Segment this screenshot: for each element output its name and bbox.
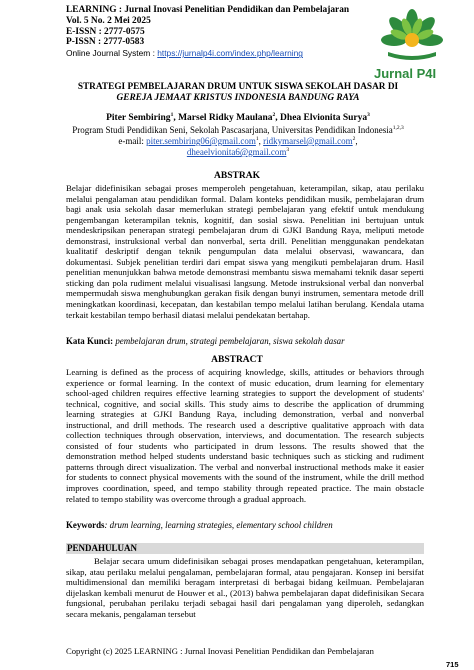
journal-header: [66, 5, 406, 59]
email-label: e-mail:: [118, 136, 147, 146]
online-system-label: Online Journal System :: [66, 48, 158, 59]
pissn: P-ISSN : 2777-0583: [66, 37, 145, 48]
kata-kunci-label: Kata Kunci:: [66, 336, 114, 346]
keywords-label: Keywords: [66, 520, 105, 530]
title-line-2: GEREJA JEMAAT KRISTUS INDONESIA BANDUNG RAYA: [116, 93, 360, 103]
email-line-2: [40, 147, 436, 158]
affiliation-block: [40, 125, 436, 158]
author-3: , Dhea Elvionita Surya: [275, 113, 368, 123]
kata-kunci: [66, 336, 424, 346]
abstrak-heading: ABSTRAK: [214, 171, 260, 181]
abstract-text: Learning is defined as the process of acquiring knowledge, skills, attitudes or behaviors through experience or formal learning. In the context of music education, drum learning for elementary school-aged children requires effective learning strategies to support the development of students' technical, cognitive, and social skills. This study aims to describe the application of drumming learning strategies at GJKI Bandung Raya, including demonstration, verbal and nonverbal instructional, and drill methods. The research used a descriptive qualitative approach with data collection techniques through observation, interviews, and documentation. The research subjects consisted of four students who participated in drum lessons. The results showed that the demonstration method helped students understand basic techniques such as sticking and rudiment patterns through direct visualization. The verbal and nonverbal instructional methods make it easier for students to connect physical movements with the sound of the instrument, while the drill method improves coordination, speed, and tempo stability through repeated practice. The main obstacle related to tempo stability was overcome through a gradual approach.: [66, 367, 424, 504]
email-link-2[interactable]: ridkymarsel@gmail.com: [263, 136, 353, 146]
journal-url-link[interactable]: https://jurnalp4i.com/index.php/learning: [157, 48, 303, 59]
email-line-1: e-mail: piter.sembiring06@gmail.com$^1$, ridkymarsel@gmail.com$^2$,: [118, 136, 358, 146]
email-link-3[interactable]: dheaelvionita6@gmail.com: [186, 147, 287, 157]
abstrak-text: Belajar didefinisikan sebagai proses memperoleh pengetahuan, keterampilan, sikap, atau perilaku melalui pengalaman atau pendidikan formal. Dalam konteks pendidikan musik, pembelajaran drum bagi anak usia sekolah dasar memerlukan strategi pembelajaran yang efektif untuk mendukung pengembangan keterampilan teknis, kognitif, dan sosial siswa. Penelitian ini bertujuan untuk mendeskripsikan penerapan strategi pembelajaran drum di GJKI Bandung Raya, meliputi metode demonstrasi, instruksional verbal dan nonverbal, serta drill. Penelitian menggunakan pendekatan kualitatif deskriptif dengan teknik pengumpulan data melalui observasi, wawancara, dan dokumentasi. Subjek penelitian terdiri dari empat siswa yang mengikuti pembelajaran drum. Hasil penelitian menunjukkan bahwa metode demonstrasi membantu siswa memahami teknik dasar seperti sticking dan pola rudiment melalui visualisasi langsung. Metode instruksional verbal dan nonverbal mempermudah siswa menghubungkan gerakan fisik dengan bunyi instrumen, sementara metode drill meningkatkan koordinasi, kecepatan, dan kestabilan tempo melalui latihan berulang. Kendala utama terkait kestabilan tempo berhasil diatasi melalui pendekatan bertahap.: [66, 183, 424, 320]
keywords: [66, 520, 424, 530]
author-1-sup: 1: [170, 111, 174, 118]
pendahuluan-heading: PENDAHULUAN: [67, 543, 138, 553]
affiliation-sup: 1,2,3: [392, 125, 404, 131]
email-sup-1: 1: [255, 136, 259, 142]
paper-title: [60, 82, 416, 104]
affiliation-text: Program Studi Pendidikan Seni, Sekolah Pascasarjana, Universitas Pendidikan Indonesia: [72, 125, 393, 135]
author-1: Piter Sembiring: [106, 113, 171, 123]
journal-name: LEARNING : Jurnal Inovasi Penelitian Pendidikan dan Pembelajaran: [66, 5, 350, 15]
author-list: [60, 113, 416, 123]
page-number: 715: [446, 660, 459, 669]
affiliation: [40, 125, 436, 136]
kata-kunci-text: pembelajaran drum, strategi pembelajaran, siswa sekolah dasar: [113, 336, 345, 346]
pendahuluan-heading-bar: [66, 543, 424, 554]
volume-info: Vol. 5 No. 2 Mei 2025: [66, 15, 151, 26]
keywords-text: : drum learning, learning strategies, elementary school children: [104, 520, 333, 530]
copyright-footer: Copyright (c) 2025 LEARNING : Jurnal Inovasi Penelitian Pendidikan dan Pembelajaran: [66, 646, 374, 656]
abstract-heading: ABSTRACT: [211, 355, 263, 365]
email-sup-3: 3: [286, 147, 290, 153]
author-3-sup: 3: [367, 111, 370, 118]
email-sup-2: 2: [352, 136, 356, 142]
logo-text: Jurnal P4I: [374, 66, 437, 81]
email-link-1[interactable]: piter.sembiring06@gmail.com: [146, 136, 256, 146]
online-system-line: [66, 48, 406, 59]
title-line-1: STRATEGI PEMBELAJARAN DRUM UNTUK SISWA SEKOLAH DASAR DI: [77, 82, 399, 92]
pendahuluan-text: Belajar secara umum didefinisikan sebagai proses mendapatkan pengetahuan, keterampilan, sikap, atau perilaku melalui pengalaman, pembelajaran formal, atau pengajaran. Konsep ini bersifat multidimensional dan memiliki beragam interpretasi di berbagai bidang keilmuan. Pembelajaran dijelaskan kembali menurut de Houwer et al., (2013) bahwa pembelajaran dapat didefinisikan Secara fungsional, perubahan perilaku terjadi sebagai hasil dari pengalaman yang diperoleh, sedangkan secara mekanis, pengalaman tersebut: [66, 556, 424, 619]
author-2-sup: 2: [272, 111, 276, 118]
eissn: E-ISSN : 2777-0575: [66, 26, 145, 37]
author-2: , Marsel Ridky Maulana: [173, 113, 273, 123]
